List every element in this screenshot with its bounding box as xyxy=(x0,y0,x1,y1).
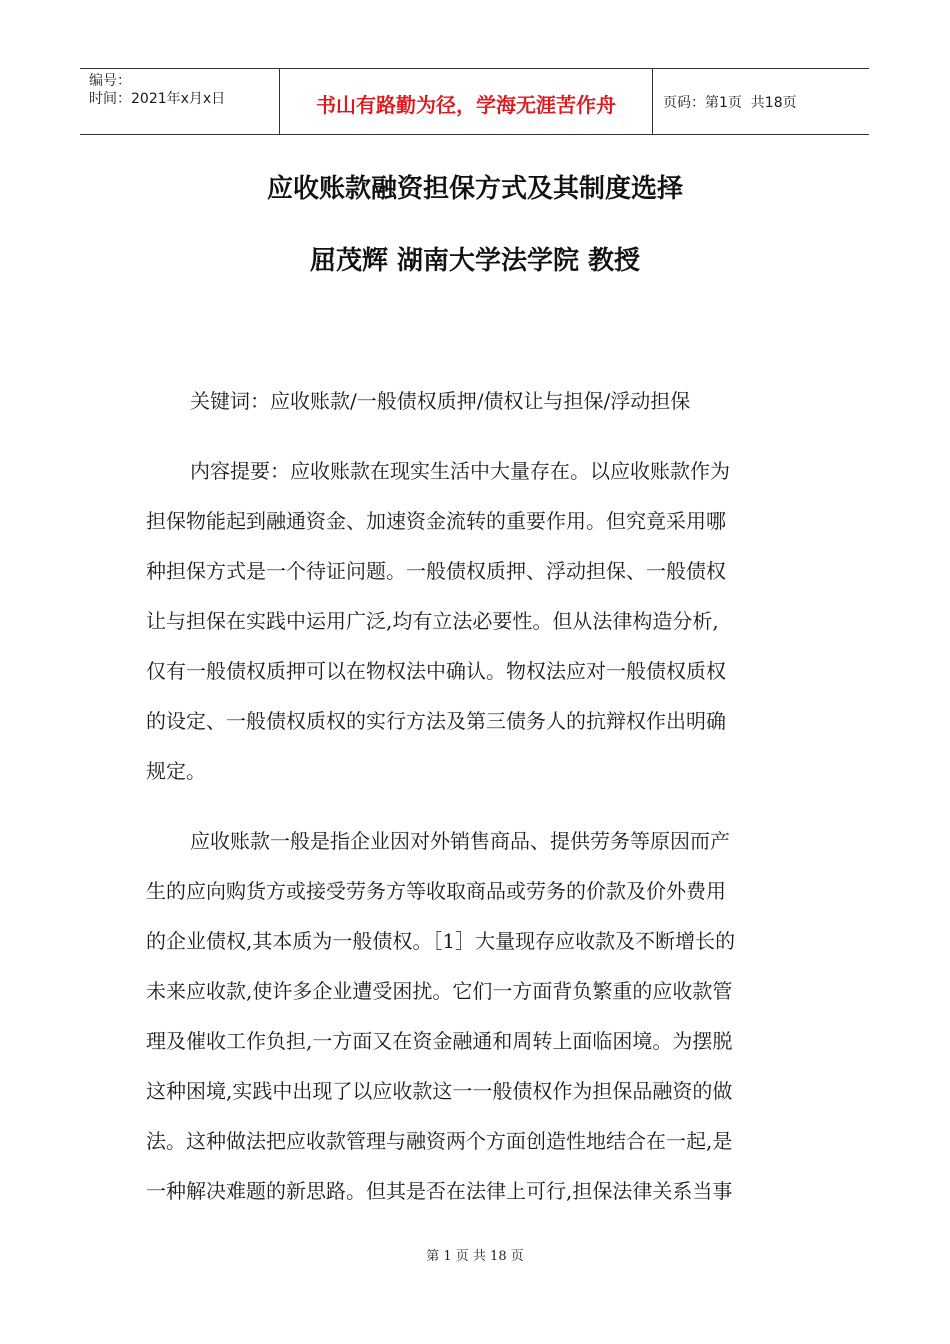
document-number-label: 编号： xyxy=(89,73,131,89)
body-line: 一种解决难题的新思路。但其是否在法律上可行,担保法律关系当事 xyxy=(146,1179,733,1203)
header-page-info-cell xyxy=(653,69,869,134)
page-footer: 第 1 页 共 18 页 xyxy=(426,1249,524,1264)
document-title: 应收账款融资担保方式及其制度选择 xyxy=(266,174,683,204)
summary-line: 担保物能起到融通资金、加速资金流转的重要作用。但究竟采用哪 xyxy=(146,509,726,533)
header-motto: 书山有路勤为径，学海无涯苦作舟 xyxy=(280,69,653,134)
body-line: 这种困境,实践中出现了以应收款这一一般债权作为担保品融资的做 xyxy=(146,1079,733,1103)
summary-line: 的设定、一般债权质权的实行方法及第三债务人的抗辩权作出明确 xyxy=(146,709,726,733)
summary-line: 规定。 xyxy=(146,759,206,783)
body-line: 应收账款一般是指企业因对外销售商品、提供劳务等原因而产 xyxy=(190,829,730,853)
body-line: 理及催收工作负担,一方面又在资金融通和周转上面临困境。为摆脱 xyxy=(146,1029,733,1053)
summary-line: 让与担保在实践中运用广泛,均有立法必要性。但从法律构造分析, xyxy=(146,609,719,633)
keywords-line: 关键词：应收账款/一般债权质押/债权让与担保/浮动担保 xyxy=(190,389,691,413)
summary-paragraph xyxy=(146,456,806,806)
body-paragraph xyxy=(146,826,806,1226)
header-page-info: 页码：第1页 共18页 xyxy=(663,94,797,111)
header-left-cell xyxy=(80,69,280,134)
body-line: 法。这种做法把应收款管理与融资两个方面创造性地结合在一起,是 xyxy=(146,1129,733,1153)
author-line: 屈茂辉 湖南大学法学院 教授 xyxy=(309,246,641,276)
summary-line: 内容提要：应收账款在现实生活中大量存在。以应收账款作为 xyxy=(190,459,730,483)
summary-line: 种担保方式是一个待证问题。一般债权质押、浮动担保、一般债权 xyxy=(146,559,726,583)
body-line: 生的应向购货方或接受劳务方等收取商品或劳务的价款及价外费用 xyxy=(146,879,726,903)
document-date-label: 时间：2021年x月x日 xyxy=(89,91,226,107)
body-line: 的企业债权,其本质为一般债权。［1］大量现存应收款及不断增长的 xyxy=(146,929,736,953)
body-line: 未来应收款,使许多企业遭受困扰。它们一方面背负繁重的应收款管 xyxy=(146,979,733,1003)
summary-line: 仅有一般债权质押可以在物权法中确认。物权法应对一般债权质权 xyxy=(146,659,726,683)
header-table xyxy=(80,68,869,135)
